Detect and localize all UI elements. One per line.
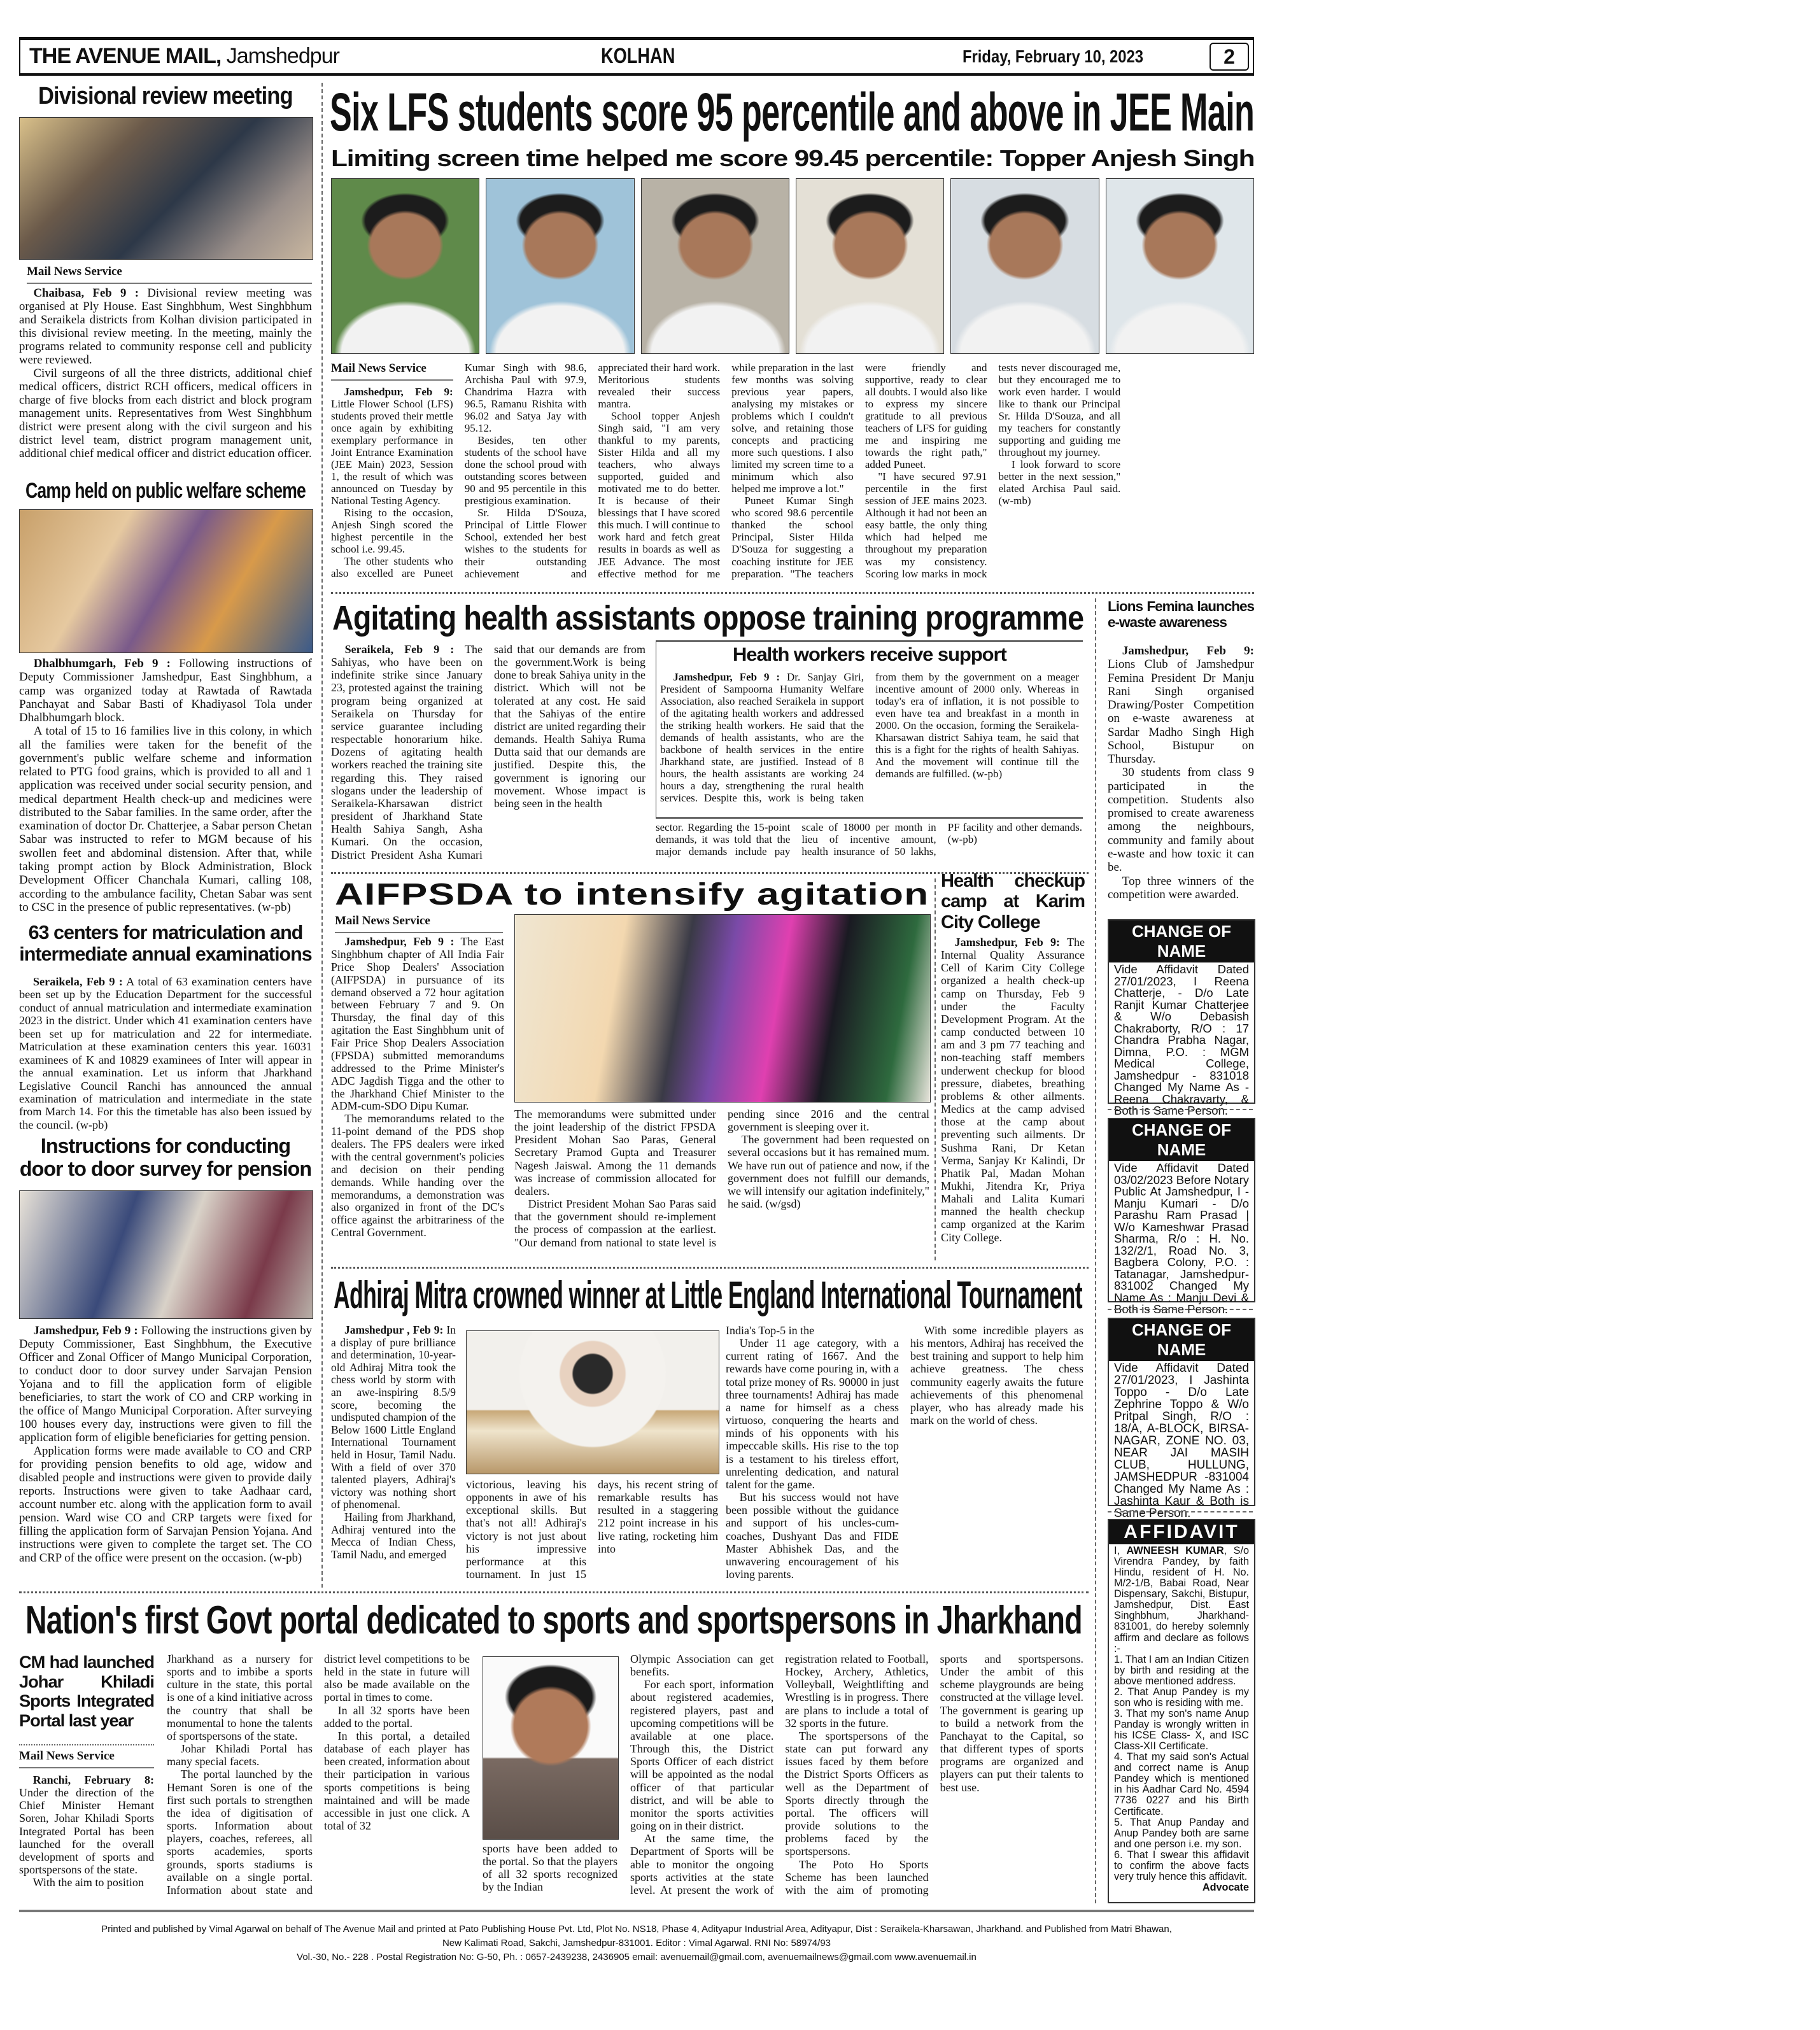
column-divider: [1095, 598, 1096, 1903]
article-subheading: CM had launched Johar Khiladi Sports Integrated Portal last year: [19, 1652, 154, 1730]
paragraph: [941, 936, 1085, 1244]
dateline: Dhalbhumgarh, Feb 9 :: [33, 657, 171, 670]
article-body: [483, 1842, 617, 1903]
paragraph: [331, 1113, 504, 1239]
paragraph: [331, 936, 504, 1113]
paragraph: [785, 1730, 928, 1858]
footer-rule: [19, 1910, 1254, 1912]
dateline: Seraikela, Feb 9 :: [344, 643, 455, 656]
paragraph-text: Rising to the occasion, Anjesh Singh scored the highest percentile in the school i.e. 99.45.: [331, 507, 453, 556]
section-divider: [19, 1591, 1089, 1593]
paragraph-text: With the aim to position: [32, 1876, 144, 1889]
paragraph-text: I look forward to score better in the next session," elated Archisa Paul said. (w-mb): [998, 458, 1121, 507]
paragraph-text: The portal launched by the Hemant Soren is one of the first such portals to strengthen the idea of digitisation of sports. Information about players, coaches, referees, all sports academies, sports grounds, sports stadiums is available on a single portal. Information about state and district level competitions to be held in the state in future will also be made available on the portal in times to come.: [167, 1653, 470, 1896]
article-heading: Health checkup camp at Karim City College: [941, 871, 1085, 933]
paragraph-text: The Poto Ho Sports Scheme has been launched with the aim of promoting sports and sportspersons. Under the ambit of this scheme playgrounds are being constructed at the village level. The government is gearing up to build a network from the Panchayat to the Capital, so that different types of sports programs are organized and players can put their talents to best use.: [785, 1653, 1083, 1896]
paragraph-text: Olympic Association can get benefits.: [630, 1653, 774, 1679]
student-photo: [950, 178, 1099, 354]
paragraph-text: The other students who also excelled are Puneet Kumar Singh with 98.6, Archisha Paul with 97.9, Chandrima Hazra with 96.5, Ramanu Rishita with 96.02 and Satya Jay with 95.12.: [331, 362, 587, 580]
imprint-line: Printed and published by Vimal Agarwal on behalf of The Avenue Mail and printed at Pato Publishing House Pvt. Ltd, Plot No. NS18, Phase 4, Adityapur Industrial Area, Adityapur, Dist : Seraikela-Kharsawan, Jharkhand. and Published from Matri Bhawan,: [101, 1924, 1172, 1935]
photo-pension-survey: [19, 1190, 313, 1319]
dateline: Jamshedpur, Feb 9:: [1122, 644, 1254, 658]
imprint: [19, 1922, 1254, 1964]
dateline: Jamshedpur, Feb 9:: [344, 386, 453, 398]
article-heading: Divisional review meeting: [38, 83, 293, 109]
affidavit-text: [1109, 1544, 1254, 1896]
paragraph-text: The memorandums were submitted under the joint leadership of the district FPSDA President Mohan Sao Paras, General Secretary Pramod Gupta and Treasurer Nagesh Jaiswal. Among the 11 demands was increase of commission allocated for dealers.: [514, 1108, 716, 1197]
paragraph-text: 30 students from class 9 participated in the competition. Students also promised to create awareness among the neighbours, community and family about e-waste and how toxic it can be.: [1108, 766, 1254, 875]
section-name: KOLHAN: [601, 44, 675, 68]
paragraph-text: At the same time, the Department of Sports will be able to monitor the ongoing sports activities at the state level. At present the work of registration related to Football, Hockey, Archery, Athletics, Volleyball, Weightlifting and Wrestling is in progress. There are plans to include a total of 32 sports in the future.: [630, 1653, 929, 1896]
classified-title: CHANGE OF NAME: [1109, 1119, 1254, 1161]
dateline: Jamshedpur, Feb 9 :: [673, 671, 780, 683]
paragraph-text: School topper Anjesh Singh said, "I am very thankful to my parents, Sister Hilda and all my teachers, who always supported, guided and motivated me to do better. It is because of their blessings that I have scored this much. I will continue to work hard and fetch great results in boards as well as JEE Advance. The most effective method for me while preparation in the last few months was solving previous year papers, analysing my mistakes or problems which I couldn't solve, and retaining those concepts and practicing more such questions. I also limited my screen time to a minimum which also helped me improve a lot.": [598, 362, 854, 580]
paragraph-text: victorious, leaving his opponents in awe of his exceptional skills. But that's not all! Adhiraj's victory is not just about his impressive performance at this tournament. In just 15 days, his recent string of remarkable results has resulted in a staggering 212 point increase in his live rating, rocketing him into: [466, 1478, 718, 1581]
classified-divider: [1108, 1109, 1253, 1110]
paragraph-text: The Sahiyas, who have been on indefinite strike since January 23, protested against the training program being organized at Seraikela on Thursday for service guarantee including respectable honorarium hike. Dozens of agitating health workers reached the training site regarding this. They raised slogans under the leadership of Seraikela-Kharsawan district president of Jharkhand State Health Sahiya Sangh, Asha Kumari. On the occasion, District President Asha Kumari said that our demands are from the government.Work is being done to break Sahiya unity in the district. Which will not be tolerated at any cost. He said that the Sahiyas of the entire district are united regarding their demands. Health Sahiya Ruma Dutta said that our demands are justified. Despite this, the government is ignoring our movement. Whose impact is being seen in the health: [331, 643, 645, 861]
paragraph: [19, 367, 312, 460]
photo-review-meeting: [19, 117, 313, 260]
paragraph: [331, 643, 645, 868]
student-photo: [486, 178, 634, 354]
article-headline: AIFPSDA to intensify agitation: [335, 878, 929, 912]
paragraph-text: The sportspersons of the state can put forward any issues faced by them before the District Sports Officers as well as the Department of Sports directly through the portal. The officers will provide solutions to the problems faced by the sportspersons.: [785, 1729, 929, 1858]
paragraph-text: The Internal Quality Assurance Cell of Karim City College organized a health check-up camp on Thursday, Feb 9 under the Faculty Development Program. At the camp conducted between 10 am and 3 pm 77 teaching and non-teaching staff members underwent checkup for blood pressure, diabetes, breathing problems & other ailments. Medics at the camp advised those at the camp about preventing such ailments. Dr Sushma Rani, Dr Ketan Verma, Sanjay Kr Kalindi, Dr Phatik Pal, Madan Mohan Mukhi, Jitendra Kr, Priya Mahali and Lalita Kumari manned the health checkup camp organized at the Karim City College.: [941, 936, 1085, 1244]
paragraph: [726, 1337, 899, 1491]
paragraph: [19, 724, 312, 914]
photo-memorandum-submission: [514, 914, 931, 1103]
page-number: 2: [1210, 43, 1249, 71]
paragraph-text: Besides, ten other students of the school have done the school proud with outstanding scores between 90 and 95 percentile in this prestigious examination.: [464, 434, 587, 507]
article-body-continued: [514, 1108, 929, 1255]
imprint-line: Vol.-30, No.- 228 . Postal Registration No: G-50, Ph. : 0657-2439238, 2436905 email: avenuemail@gmail.com, avenuemailnews@gmail.com www.avenuemail.in: [297, 1952, 977, 1963]
dateline: Chaibasa, Feb 9 :: [33, 286, 139, 300]
box-body: [660, 671, 1079, 814]
section-divider: [331, 1267, 1089, 1269]
classified-change-of-name: [1108, 1118, 1255, 1316]
article-body: [466, 1478, 718, 1588]
article-body: [726, 1324, 1083, 1588]
byline: Mail News Service: [331, 362, 453, 381]
classified-text: Vide Affidavit Dated 27/01/2023, I Reena Chatterje, - D/o Late Ranjit Kumar Chatterjee & W/o Debasish Chakraborty, R/O : 17 Chandra Prabha Nagar, Dimna, P.O. : MGM Medical College, Jamshedpur - 831018 Changed My Name As - Reena Chakravarty, & Both is Same Person.: [1114, 962, 1249, 1117]
affidavit-item: 2. That Anup Pandey is my son who is residing with me.: [1114, 1686, 1249, 1709]
issue-date: Friday, February 10, 2023: [963, 46, 1143, 66]
paragraph-text: Puneet Kumar Singh who scored 98.6 percentile thanked the school Principal, Sister Hilda D'Souza for suggesting a coaching institute for JEE preparation. "The teachers were friendly and supportive, ready to clear all doubts. I would also like to express my sincere gratitude to all previous teachers of LFS for guiding me and inspiring me towards the right path," added Puneet.: [731, 362, 987, 580]
dateline: Jamshedpur, Feb 9:: [954, 936, 1061, 948]
student-photo: [641, 178, 789, 354]
dateline: Jamshedpur , Feb 9:: [344, 1323, 444, 1336]
paragraph-text: A total of 15 to 16 families live in this colony, in which all the families were taken for the benefit of the government's public welfare scheme and information related to PTG food grains, which is provided to all and 1 application was received under social security pension, and medical department Health check-up and medicines were distributed to the Sabar families. In the same order, after the examination of doctor Dr. Chatterjee, a Sabar person Chetan Sabar was instructed to refer to MGM because of his swollen feet and abdominal distension. After that, while taking prompt action by Block Administration, Block Development Officer Chanchala Kumari, calling 108, according to the ambulance facility, Chetan Sabar was sent to CSC in the presence of public representatives. (w-pb): [19, 724, 312, 914]
classified-change-of-name: [1108, 1318, 1255, 1520]
paragraph: [19, 286, 312, 367]
affidavit-title: AFFIDAVIT: [1109, 1520, 1254, 1544]
affidavit-item: 1. That I am an Indian Citizen by birth and residing at the above mentioned address.: [1114, 1653, 1249, 1687]
paragraph: [999, 458, 1121, 507]
paragraph-text: Divisional review meeting was organised at Ply House. East Singhbhum, West Singhbhum and Seraikela districts from Kolhan division participated in this divisional review meeting. In the meeting, mainly the programs related to community response cell and publicity were reviewed.: [19, 286, 313, 367]
paragraph-text: But his success would not have been possible without the guidance and support of his uncles-cum-coaches, Dushyant Das and FIDE Master Abhishek Das, and the unwavering encouragement of his loving parents.: [726, 1491, 899, 1581]
paragraph-text: Civil surgeons of all the three districts, additional chief medical officers, district RCH officers, medical officers in charge of five blocks from each district and block program management units. Representatives from West Singhbhum district were present along with the civil surgeon and his district level team, district program management unit, additional chief medical officer and district education officer.: [19, 367, 312, 460]
paragraph: [465, 434, 587, 507]
paragraph: [324, 1730, 470, 1832]
paragraph-text: Application forms were made available to CO and CRP for providing pension benefits to old age, widow and disabled people and instructions were given to provide daily reports. Instructions were given to take Aadhaar card, account number etc. along with the application form to avail pension. Ward wise CO and CRP targets were fixed for filling the application form of Sarvajan Pension Yojana. And instructions were given to complete the target set. The CO and CRP of the office were present on the occasion. (w-pb): [19, 1444, 312, 1565]
paragraph: [331, 507, 453, 555]
paragraph: [630, 1678, 773, 1832]
classified-affidavit: [1108, 1519, 1255, 1903]
paragraph: [19, 657, 312, 724]
box-heading: Health workers receive support: [733, 644, 1006, 665]
paragraph-text: sector. Regarding the 15-point demands, it was told that the major demands include pay scale of 18000 per month in lieu of incentive amount, health insurance of 50 lakhs, PF facility and other demands. (w-pb): [656, 821, 1082, 858]
classified-title: CHANGE OF NAME: [1109, 920, 1254, 962]
paragraph-text: With some incredible players as his mentors, Adhiraj has received the best training and support to help him achieve greatness. The chess community eagerly awaits the future achievements of this phenomenal player, who has already made his mark on the world of chess.: [910, 1324, 1083, 1427]
paragraph-text: In all 32 sports have been added to the portal.: [324, 1703, 470, 1730]
paragraph-text: Lions Club of Jamshedpur Femina President Dr Manju Rani Singh organised Drawing/Poster Competition on e-waste awareness at Sardar Madho Singh High School, Bistupur on Thursday.: [1108, 658, 1254, 766]
paragraph: [656, 821, 1082, 868]
section-divider: [331, 592, 1254, 594]
article-body: [941, 936, 1085, 1259]
article-body: [19, 975, 312, 1132]
paragraph: [660, 671, 1079, 814]
article-body: [331, 643, 645, 868]
paragraph: [331, 1324, 456, 1511]
paragraph-text: Little Flower School (LFS) students proved their mettle once again by exhibiting exemplary performance in Joint Entrance Examination (JEE Main) 2023, Session 1, the result of which was announced on Tuesday by National Testing Agency.: [331, 398, 453, 507]
byline: Mail News Service: [335, 914, 503, 933]
affidavit-name: AWNEESH KUMAR: [1126, 1545, 1224, 1556]
dateline: Ranchi, February 8:: [32, 1773, 154, 1786]
paragraph: [1108, 875, 1254, 902]
paragraph-text: Dr. Sanjay Giri, President of Sampoorna Humanity Welfare Association, also reached Seraikela in support of the agitating health workers and addressed the striking health workers. He said that the demands of health assistants, who are the backbone of health services in the entire Jharkhand state, are justified. Instead of 8 hours, the health assistants are working 24 hours a day, strengthening the rural health services. Despite this, work is being taken from them by the government on a meager incentive amount of 2000 only. Whereas in today's era of inflation, it is not possible to even have tea and breakfast in a month in 2000. On the occasion, forming the Seraikela-Kharsawan district Sahiya team, he said that this is a fight for the rights of health Sahiyas. And the movement will continue till the demands are fulfilled. (w-pb): [660, 671, 1079, 805]
classified-divider: [1108, 1309, 1253, 1310]
article-body: [167, 1653, 470, 1903]
sidebar-box: [656, 640, 1083, 819]
student-photos: [331, 178, 1254, 354]
article-body-continued: [656, 821, 1082, 868]
affidavit-item: 5. That Anup Panday and Anup Pandey both are same and one person i.e. my son.: [1114, 1816, 1249, 1850]
paragraph: [324, 1704, 470, 1730]
paragraph: [167, 1742, 313, 1768]
paragraph: [167, 1653, 313, 1742]
student-photo: [1106, 178, 1254, 354]
paragraph-text: Under the direction of the Chief Minister Hemant Soren, Johar Khiladi Sports Integrated Portal has been launched for the overall development of sports and sportspersons of the state.: [19, 1786, 154, 1877]
photo-chess-player: [466, 1330, 719, 1474]
article-headline: Adhiraj Mitra crowned winner at Little England International Tournament: [334, 1274, 1083, 1316]
dateline: Seraikela, Feb 9 :: [32, 975, 123, 988]
photo-welfare-camp: [19, 509, 313, 653]
article-body: [19, 1773, 154, 1903]
paragraph: [514, 1108, 716, 1197]
article-heading: 63 centers for matriculation and intermediate annual examinations: [19, 922, 312, 966]
paragraph-text: Johar Khiladi Portal has many special facets.: [167, 1742, 313, 1768]
dateline: Jamshedpur, Feb 9 :: [344, 935, 455, 948]
paragraph: [728, 1133, 929, 1210]
affidavit-item: 3. That my son's name Anup Panday is wrongly written in his ICSE Class- X, and ISC Class-XII Certificate.: [1114, 1707, 1249, 1752]
article-headline: Nation's first Govt portal dedicated to sports and sportspersons in Jharkhand: [25, 1598, 1082, 1642]
paragraph-text: India's Top-5 in the: [726, 1324, 815, 1337]
paragraph: [19, 1444, 312, 1565]
affidavit-item: 4. That my said son's Actual and correct name is Anup Pandey which is mentioned in his Aadhar Card No. 4594 7736 0227 and his Birth Certificate.: [1114, 1751, 1249, 1817]
paragraph: [726, 1324, 899, 1337]
paragraph: [630, 1653, 773, 1678]
masthead-bar: [19, 37, 1254, 76]
affidavit-signature: Advocate: [1202, 1881, 1249, 1893]
article-body: [331, 362, 1254, 588]
classified-title: CHANGE OF NAME: [1109, 1319, 1254, 1361]
paragraph-text: Hailing from Jharkhand, Adhiraj ventured into the Mecca of Indian Chess, Tamil Nadu, and emerged: [331, 1510, 456, 1561]
article-body: [1108, 644, 1254, 901]
paragraph: [19, 1324, 312, 1444]
imprint-line: New Kalimati Road, Sakchi, Jamshedpur-831001. Editor : Vimal Agarwal. RNI No: 58974/93: [442, 1938, 831, 1949]
dateline: Jamshedpur, Feb 9 :: [33, 1324, 138, 1337]
paragraph-text: Following the instructions given by Deputy Commissioner, East Singhbhum, the Executive Officer and Zonal Officer of Mango Municipal Corporation, to conduct door to door survey under Sarvajan Pension Yojana and to fill the application form of eligible beneficiaries, to start the work of CO and CRP working in the office of Mango Municipal Corporation. After surveying 100 houses every day, instructions were given to fill the application form of eligible beneficiaries for getting pension.: [19, 1324, 313, 1444]
classified-text: Vide Affidavit Dated 03/02/2023 Before Notary Public At Jamshedpur, I - Manju Kumari - D/o Parashu Ram Prasad | W/o Kameshwar Prasad Sharma, R/o : H. No. 132/2/1, Road No. 3, Bagbera Colony, P.O. : Tatanagar, Jamshedpur-831002 Changed My Name As : Manju Devi & Both is Same Person.: [1114, 1161, 1249, 1316]
paragraph: [910, 1324, 1083, 1427]
paragraph: [466, 1478, 718, 1588]
classified-change-of-name: [1108, 919, 1255, 1117]
column-divider: [935, 878, 936, 1260]
paragraph: [726, 1491, 899, 1581]
article-heading: Camp held on public welfare scheme: [25, 479, 306, 503]
classified-text: Vide Affidavit Dated 27/01/2023, I Jashinta Toppo - D/o Late Zephrine Toppo & W/o Pritpal Singh, R/O : 18/A, A-BLOCK, BIRSA-NAGAR, ZONE NO. 03, NEAR JAI MASIH CLUB, HULLUNG, JAMSHEDPUR -831004 Changed My Name As : Jashinta Kaur & Both is Same Person.: [1114, 1362, 1249, 1520]
classified-divider: [1108, 1511, 1253, 1512]
paragraph-text: The government had been requested on several occasions but it has remained mum. We have run out of patience and now, if the government does not fulfill our demands, we will intensify our agitation indefinitely," he said. (w/gsd): [728, 1133, 929, 1211]
paragraph: [19, 975, 312, 1131]
paragraph-text: sports have been added to the portal. So that the players of all 32 sports recognized by the Indian: [483, 1842, 617, 1894]
paragraph-text: Sr. Hilda D'Souza, Principal of Little Flower School, extended her best wishes to the students for their outstanding achievement and appreciated their hard work. Meritorious students revealed their success mantra.: [464, 362, 721, 580]
article-body: [19, 286, 312, 475]
paragraph: [331, 1511, 456, 1561]
paragraph: [19, 1876, 154, 1889]
affidavit-intro-prefix: I,: [1114, 1545, 1127, 1556]
student-photo: [796, 178, 944, 354]
paragraph: [1108, 644, 1254, 766]
subheadline: Limiting screen time helped me score 99.45 percentile: Topper Anjesh Singh: [331, 145, 1255, 171]
paragraph: [1108, 766, 1254, 874]
main-headline: Six LFS students score 95 percentile and above in JEE Main: [330, 82, 1255, 142]
paragraph: [331, 386, 453, 507]
column-divider: [321, 83, 323, 1588]
photo-chief-minister: [483, 1656, 619, 1840]
article-body: [19, 657, 312, 917]
paragraph-text: Top three winners of the competition were awarded.: [1108, 874, 1254, 901]
article-headline: Agitating health assistants oppose training programme: [332, 599, 1084, 637]
paragraph-text: District President Mohan Sao Paras said that the government should re-implement the process of compassion at the earliest. "Our demand from national to state level is pending since 2016 and the central government is sleeping over it.: [514, 1108, 929, 1249]
paragraph-text: Under 11 age category, with a current rating of 1667. And the rewards have come pouring in, with a total prize money of Rs. 90000 in just three tournaments! Adhiraj has made a name for himself as a chess virtuoso, conquering the hearts and minds of his opponents with his impeccable skills. His rise to the top is a testament to his tireless effort, unrelenting dedication, and natural talent for the game.: [726, 1337, 899, 1491]
edition-city: Jamshedpur: [221, 44, 339, 68]
byline: Mail News Service: [19, 1744, 154, 1768]
paragraph: [483, 1842, 617, 1894]
paragraph-text: The memorandums related to the 11-point demand of the PDS shop dealers. The FPS dealers were irked with the central government's policies and decision on their pending demands. While handing over the memorandums, a demonstration was also organized in front of the DC's office against the arbitrariness of the Central Government.: [331, 1112, 504, 1239]
paragraph: [19, 1773, 154, 1876]
paragraph-text: In this portal, a detailed database of each player has been created, information about their participation in various sports competitions is being maintained and will be made accessible in just one click. A total of 32: [324, 1729, 470, 1833]
paragraph-text: Jharkhand as a nursery for sports and to imbibe a sports culture in the state, this portal is one of a kind initiative across the country that shall be monumental to hone the talents of sportspersons of the state.: [167, 1653, 313, 1742]
paragraph-text: A total of 63 examination centers have been set up by the Education Department for the successful conduct of annual matriculation and intermediate examination 2023 in the district. Under which 41 examination centers have been set up for matriculation and 22 for intermediate. Matriculation at these examination centers this year. 16031 examinees of K and 10829 examinees of Inter will appear in the annual examination. Let us inform that Jharkhand Legislative Council Ranchi has announced the annual examination of matriculation and intermediate in the state from March 14. For this the timetable has also been issued by the council. (w-pb): [19, 975, 312, 1131]
article-body: [331, 936, 504, 1254]
paragraph-text: "I have secured 97.91 percentile in the first session of JEE mains 2023. Although it had not been an easy battle, the only thing which had helped me throughout my preparation was my consistency. Scoring low marks in mock tests never discouraged me, but they encouraged me to work even harder. I would like to thank our Principal Sr. Hilda D'Souza, and all my teachers for constantly supporting and guiding me throughout my journey.: [864, 362, 1121, 580]
affidavit-intro: , S/o Virendra Pandey, by faith Hindu, resident of H. No. M/2-1/B, Babai Road, Near Dispensary, Sakchi, Bistupur, Jamshedpur, Dist. East Singhbhum, Jharkhand-831001, do hereby solemnly affirm and declare as follows :-: [1114, 1545, 1250, 1654]
paragraph-text: The East Singhbhum chapter of All India Fair Price Shop Dealers' Association (AIFPSDA) in pursuance of its demand observed a 72 hour agitation between February 7 and 9. On Thursday, the final day of this agitation the East Singhbhum unit of Fair Price Shop Dealers Association (FPSDA) submitted memorandums addressed to the Prime Minister's ADC Jagdish Tigga and the other to the Jharkhand Chief Minister to the ADM-cum-SDO Dipu Kumar.: [331, 935, 505, 1113]
affidavit-item: 6. That I swear this affidavit to confirm the above facts very truly hence this affidavit.: [1114, 1849, 1249, 1882]
paragraph-text: For each sport, information about registered academies, registered players, past and upcoming competitions will be available at one place. Through this, the District Sports Officer of each district will be appointed as the nodal officer of that particular district, and will be able to monitor the sports activities going on in their district.: [630, 1678, 774, 1833]
article-heading: Instructions for conducting door to door survey for pension: [19, 1134, 312, 1181]
masthead: THE AVENUE MAIL,: [29, 44, 222, 68]
article-body: [19, 1324, 312, 1588]
article-body: [630, 1653, 1083, 1903]
newspaper-title: [29, 44, 339, 69]
byline: Mail News Service: [27, 265, 312, 284]
article-body: [331, 1324, 456, 1588]
article-heading: Lions Femina launches e-waste awareness: [1108, 598, 1254, 631]
paragraph-text: In a display of pure brilliance and determination, 10-year-old Adhiraj Mitra took the chess world by storm with an awe-inspiring 8.5/9 score, becoming the undisputed champion of the Below 1600 Little England International Tournament held in Hosur, Tamil Nadu. With a field of over 370 talented players, Adhiraj's victory was nothing short of phenomenal.: [331, 1323, 456, 1511]
paragraph-text: Following instructions of Deputy Commissioner Jamshedpur, East Singhbhum, a camp was organized today at Rawtada of Rawtada Panchayat and Sabar Basti of Khadiyasol Tola under Dhalbhumgarh block.: [19, 657, 313, 725]
student-photo: [331, 178, 479, 354]
